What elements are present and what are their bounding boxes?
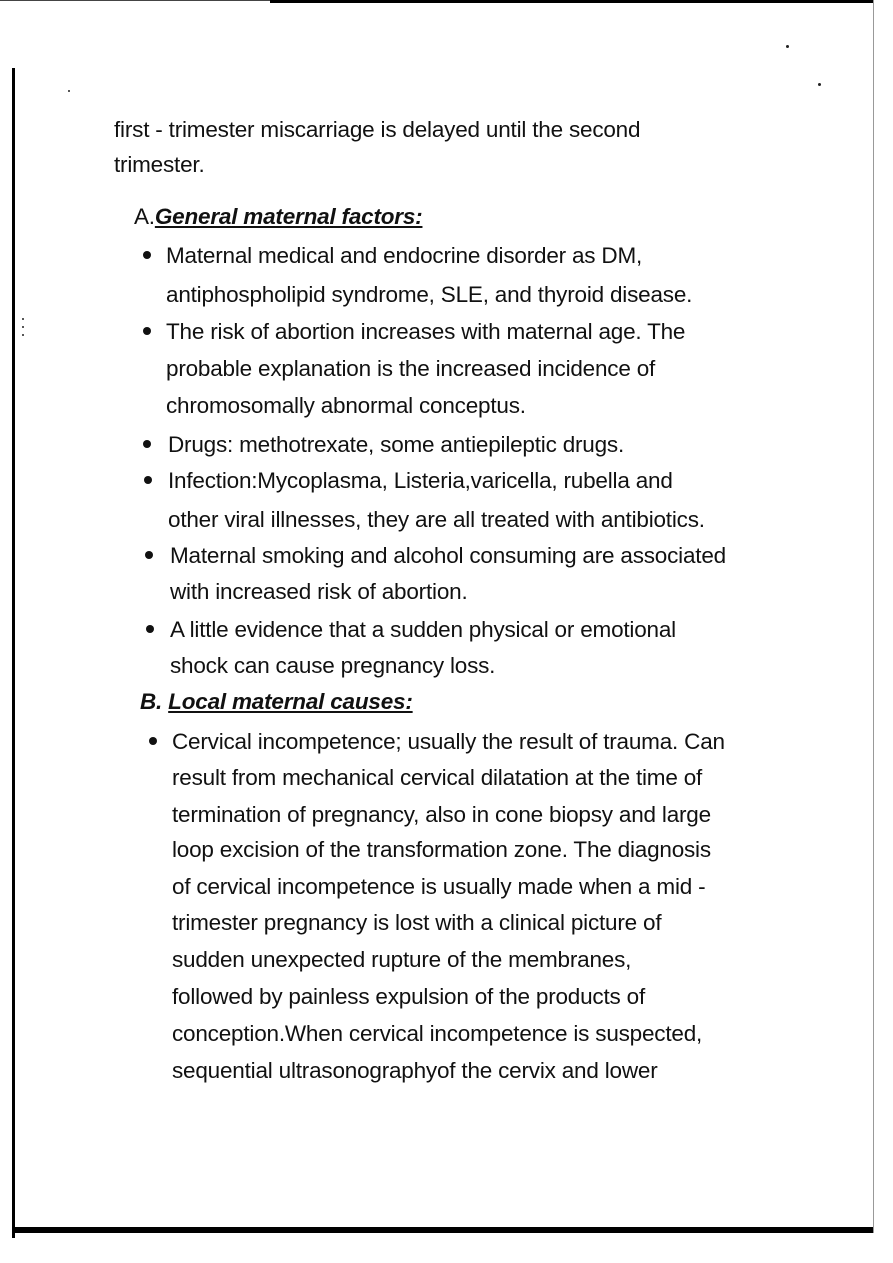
scan-speck xyxy=(22,318,24,320)
scan-edge-bottom xyxy=(12,1227,893,1233)
section-b-prefix: B. xyxy=(140,689,163,714)
scan-speck xyxy=(22,334,24,336)
section-a-heading xyxy=(134,202,422,232)
bullet-icon xyxy=(145,551,153,559)
list-item-line: sudden unexpected rupture of the membranes, xyxy=(172,947,632,972)
list-item-line: Drugs: methotrexate, some antiepileptic drugs. xyxy=(168,432,625,457)
list-item-line: sequential ultrasonographyof the cervix and lower xyxy=(172,1058,658,1083)
section-a-prefix: A. xyxy=(134,204,155,229)
list-item-line: termination of pregnancy, also in cone biopsy and large xyxy=(172,802,711,827)
list-item-line: Infection:Mycoplasma, Listeria,varicella, rubella and xyxy=(168,468,673,493)
intro-line: trimester. xyxy=(114,152,205,177)
list-item-line: of cervical incompetence is usually made when a mid - xyxy=(172,874,706,899)
intro-line: first - trimester miscarriage is delayed until the second xyxy=(114,117,641,142)
list-item-line: antiphospholipid syndrome, SLE, and thyroid disease. xyxy=(166,282,693,307)
list-item-line: probable explanation is the increased incidence of xyxy=(166,356,656,381)
list-item-line: Maternal medical and endocrine disorder as DM, xyxy=(166,243,643,268)
bullet-icon xyxy=(144,476,152,484)
scan-edge-right xyxy=(873,0,893,1233)
list-item-line: A little evidence that a sudden physical or emotional xyxy=(170,617,676,642)
list-item-line: shock can cause pregnancy loss. xyxy=(170,653,496,678)
list-item-line: followed by painless expulsion of the products of xyxy=(172,984,645,1009)
scan-speck xyxy=(818,83,821,86)
section-a-title: General maternal factors: xyxy=(154,204,423,229)
list-item-line: Cervical incompetence; usually the result of trauma. Can xyxy=(172,729,725,754)
scan-speck xyxy=(68,90,70,92)
list-item-line: conception.When cervical incompetence is suspected, xyxy=(172,1021,703,1046)
bullet-icon xyxy=(149,737,157,745)
list-item-line: Maternal smoking and alcohol consuming are associated xyxy=(170,543,726,568)
list-item-line: other viral illnesses, they are all treated with antibiotics. xyxy=(168,507,705,532)
list-item-line: result from mechanical cervical dilatation at the time of xyxy=(172,765,703,790)
scan-speck xyxy=(786,45,789,48)
scan-speck xyxy=(22,326,24,328)
section-b-title: Local maternal causes: xyxy=(168,689,413,714)
bullet-icon xyxy=(146,625,154,633)
list-item-line: trimester pregnancy is lost with a clinical picture of xyxy=(172,910,662,935)
section-b-heading xyxy=(140,687,413,717)
bullet-icon xyxy=(143,251,151,259)
list-item-line: loop excision of the transformation zone. The diagnosis xyxy=(172,837,711,862)
list-item-line: with increased risk of abortion. xyxy=(170,579,468,604)
scan-edge-left xyxy=(12,68,15,1238)
scan-edge-top-left xyxy=(0,0,270,1)
bullet-icon xyxy=(143,440,151,448)
scan-edge-top xyxy=(270,0,893,3)
list-item-line: chromosomally abnormal conceptus. xyxy=(166,393,526,418)
bullet-icon xyxy=(143,327,151,335)
list-item-line: The risk of abortion increases with maternal age. The xyxy=(166,319,686,344)
